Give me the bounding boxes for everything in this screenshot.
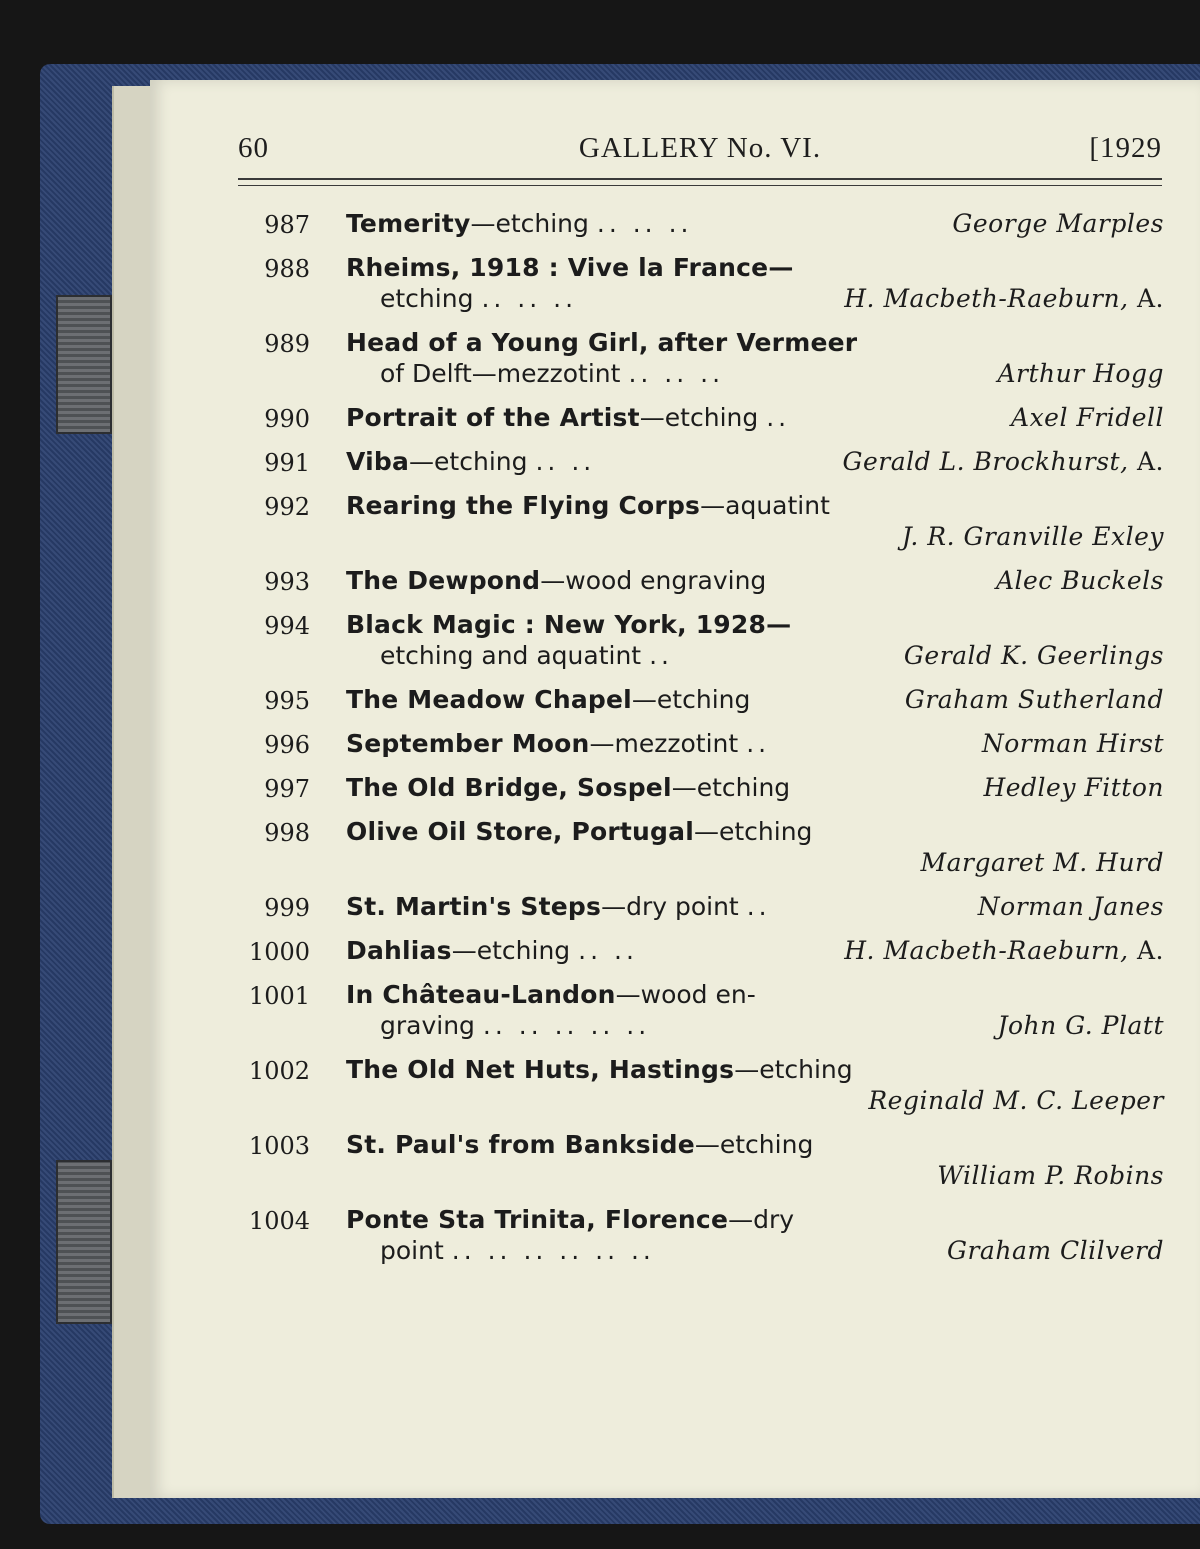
entry-1004	[238, 1204, 1164, 1266]
entry-medium: —wood en-	[615, 980, 756, 1009]
entry-medium-continued: graving	[380, 1011, 475, 1040]
entry-1003	[238, 1129, 1164, 1191]
entry-medium: —etching	[671, 773, 791, 802]
binding-clasp-bottom	[56, 1160, 112, 1324]
gallery-title: GALLERY No. VI.	[578, 132, 822, 164]
entry-number: 1000	[248, 938, 310, 966]
entry-artist: Norman Janes	[977, 892, 1164, 921]
leader-dots: .. .. ..	[481, 284, 578, 313]
entry-medium: —dry point	[601, 892, 739, 921]
entry-medium: —etching	[734, 1055, 853, 1084]
entry-title: In Château-Landon	[346, 980, 616, 1009]
entry-1001	[238, 979, 1164, 1041]
entry-number: 990	[264, 405, 310, 433]
leader-dots: ..	[766, 403, 791, 432]
entry-artist: Hedley Fitton	[983, 773, 1164, 802]
entry-990	[238, 402, 1164, 433]
leader-dots: .. .. .. .. ..	[482, 1011, 651, 1040]
leader-dots: .. ..	[578, 936, 638, 965]
entry-number: 994	[264, 612, 310, 640]
page-number: 60	[238, 132, 269, 164]
entry-artist: George Marples	[952, 209, 1164, 238]
entry-title: Temerity	[346, 209, 471, 238]
entry-artist: Graham Clilverd	[947, 1236, 1164, 1265]
entry-artist: Margaret M. Hurd	[920, 848, 1164, 877]
entry-number: 992	[264, 493, 310, 521]
leader-dots: .. .. ..	[596, 209, 693, 238]
entry-medium: —mezzotint	[589, 729, 739, 758]
entry-994	[238, 609, 1164, 671]
entry-medium: etching and aquatint	[380, 641, 642, 670]
entry-medium: —wood engraving	[540, 566, 767, 595]
entry-number: 988	[264, 255, 310, 283]
entry-999	[238, 891, 1164, 922]
entry-992	[238, 490, 1164, 552]
entry-medium: —etching	[409, 447, 528, 476]
entry-medium: —dry	[728, 1205, 795, 1234]
entry-artist: William P. Robins	[937, 1161, 1164, 1190]
entry-title: Head of a Young Girl, after Vermeer	[346, 328, 858, 357]
entry-number: 991	[264, 449, 310, 477]
entry-998	[238, 816, 1164, 878]
running-header	[238, 132, 1162, 172]
entry-number: 987	[264, 211, 310, 239]
header-rule-thick	[238, 178, 1162, 180]
entry-993	[238, 565, 1164, 596]
header-rule-thin	[238, 185, 1162, 186]
entry-artist: Reginald M. C. Leeper	[868, 1086, 1164, 1115]
entry-number: 995	[264, 687, 310, 715]
entry-title: Ponte Sta Trinita, Florence	[346, 1205, 729, 1234]
entry-medium: —aquatint	[700, 491, 830, 520]
entry-title: The Old Net Huts, Hastings	[346, 1055, 735, 1084]
entry-title: Rheims, 1918 : Vive la France—	[346, 253, 794, 282]
entry-number: 989	[264, 330, 310, 358]
catalogue-year: [1929	[1089, 132, 1162, 164]
leader-dots: ..	[746, 892, 771, 921]
entry-996	[238, 728, 1164, 759]
associate-suffix: A.	[1128, 447, 1164, 476]
entry-medium: —etching	[693, 817, 813, 846]
entry-artist: Gerald L. Brockhurst, A.	[842, 447, 1164, 476]
entry-artist: H. Macbeth-Raeburn, A.	[844, 284, 1164, 313]
entry-number: 997	[264, 775, 310, 803]
entry-medium: etching	[380, 284, 474, 313]
entries-list	[238, 208, 1164, 1279]
entry-987	[238, 208, 1164, 239]
entry-artist: Alec Buckels	[995, 566, 1164, 595]
entry-title: September Moon	[346, 729, 590, 758]
entry-number: 996	[264, 731, 310, 759]
entry-artist: John G. Platt	[997, 1011, 1164, 1040]
entry-number: 1003	[248, 1132, 310, 1160]
entry-number: 993	[264, 568, 310, 596]
entry-title: Dahlias	[346, 936, 452, 965]
entry-artist: H. Macbeth-Raeburn, A.	[844, 936, 1164, 965]
entry-artist: Norman Hirst	[981, 729, 1164, 758]
entry-title: Portrait of the Artist	[346, 403, 640, 432]
entry-1000	[238, 935, 1164, 966]
entry-number: 999	[264, 894, 310, 922]
entry-number: 1004	[248, 1207, 310, 1235]
entry-989	[238, 327, 1164, 389]
entry-medium: —etching	[451, 936, 571, 965]
associate-suffix: A.	[1128, 284, 1164, 313]
entry-988	[238, 252, 1164, 314]
entry-medium: —etching	[470, 209, 589, 238]
entry-991	[238, 446, 1164, 477]
entry-medium: —etching	[639, 403, 759, 432]
leader-dots: .. .. ..	[628, 359, 725, 388]
leader-dots: .. ..	[535, 447, 596, 476]
entry-number: 1001	[248, 982, 310, 1010]
entry-995	[238, 684, 1164, 715]
entry-title: Rearing the Flying Corps	[346, 491, 701, 520]
entry-1002	[238, 1054, 1164, 1116]
entry-medium-continued: point	[380, 1236, 444, 1265]
entry-997	[238, 772, 1164, 803]
binding-clasp-top	[56, 295, 112, 434]
entry-number: 998	[264, 819, 310, 847]
entry-artist: Gerald K. Geerlings	[903, 641, 1164, 670]
entry-title: The Old Bridge, Sospel	[346, 773, 672, 802]
entry-artist: J. R. Granville Exley	[901, 522, 1164, 551]
entry-title: St. Paul's from Bankside	[346, 1130, 695, 1159]
entry-title: St. Martin's Steps	[346, 892, 602, 921]
entry-title: Black Magic : New York, 1928—	[346, 610, 792, 639]
entry-artist: Graham Sutherland	[904, 685, 1164, 714]
entry-artist: Arthur Hogg	[997, 359, 1164, 388]
entry-title: Viba	[346, 447, 410, 476]
entry-medium: —etching	[631, 685, 751, 714]
leader-dots: ..	[649, 641, 674, 670]
entry-title: Olive Oil Store, Portugal	[346, 817, 694, 846]
entry-title: The Dewpond	[346, 566, 541, 595]
entry-number: 1002	[248, 1057, 310, 1085]
entry-artist: Axel Fridell	[1011, 403, 1164, 432]
leader-dots: .. .. .. .. .. ..	[451, 1236, 655, 1265]
leader-dots: ..	[746, 729, 771, 758]
entry-title: The Meadow Chapel	[346, 685, 632, 714]
associate-suffix: A.	[1128, 936, 1164, 965]
entry-medium: —etching	[694, 1130, 814, 1159]
entry-medium: of Delft—mezzotint	[380, 359, 621, 388]
